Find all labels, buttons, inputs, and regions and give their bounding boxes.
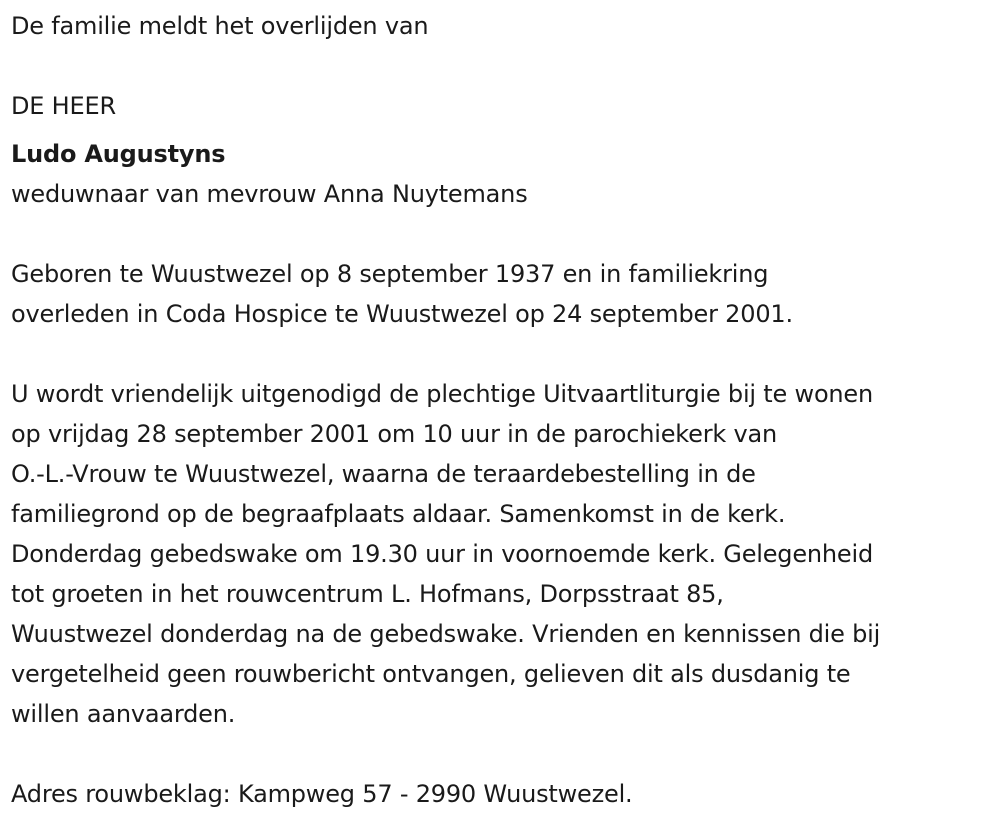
paragraph-line: O.-L.-Vrouw te Wuustwezel, waarna de teraardebestelling in de bbox=[11, 460, 756, 488]
spacer bbox=[11, 334, 996, 374]
paragraph-line: U wordt vriendelijk uitgenodigd de plechtige Uitvaartliturgie bij te wonen bbox=[11, 380, 874, 408]
paragraph-line: Geboren te Wuustwezel op 8 september 1937 en in familiekring bbox=[11, 260, 769, 288]
intro-line: De familie meldt het overlijden van bbox=[11, 12, 429, 40]
condolence-address: Adres rouwbeklag: Kampweg 57 - 2990 Wuustwezel. bbox=[11, 780, 633, 808]
obituary-notice bbox=[11, 6, 996, 814]
spacer bbox=[11, 46, 996, 86]
spacer bbox=[11, 734, 996, 774]
spacer bbox=[11, 214, 996, 254]
paragraph-line: tot groeten in het rouwcentrum L. Hofmans, Dorpsstraat 85, bbox=[11, 580, 724, 608]
paragraph-line: familiegrond op de begraafplaats aldaar. Samenkomst in de kerk. bbox=[11, 500, 786, 528]
honorific: DE HEER bbox=[11, 92, 116, 120]
paragraph-line: Wuustwezel donderdag na de gebedswake. Vrienden en kennissen die bij bbox=[11, 620, 881, 648]
paragraph-line: Donderdag gebedswake om 19.30 uur in voornoemde kerk. Gelegenheid bbox=[11, 540, 873, 568]
paragraph-line: willen aanvaarden. bbox=[11, 700, 236, 728]
relation-line: weduwnaar van mevrouw Anna Nuytemans bbox=[11, 180, 528, 208]
paragraph-line: overleden in Coda Hospice te Wuustwezel op 24 september 2001. bbox=[11, 300, 793, 328]
birth-death-paragraph bbox=[11, 254, 996, 334]
paragraph-line: op vrijdag 28 september 2001 om 10 uur in de parochiekerk van bbox=[11, 420, 778, 448]
paragraph-line: vergetelheid geen rouwbericht ontvangen, gelieven dit als dusdanig te bbox=[11, 660, 851, 688]
deceased-name: Ludo Augustyns bbox=[11, 140, 226, 168]
ceremony-paragraph bbox=[11, 374, 996, 734]
